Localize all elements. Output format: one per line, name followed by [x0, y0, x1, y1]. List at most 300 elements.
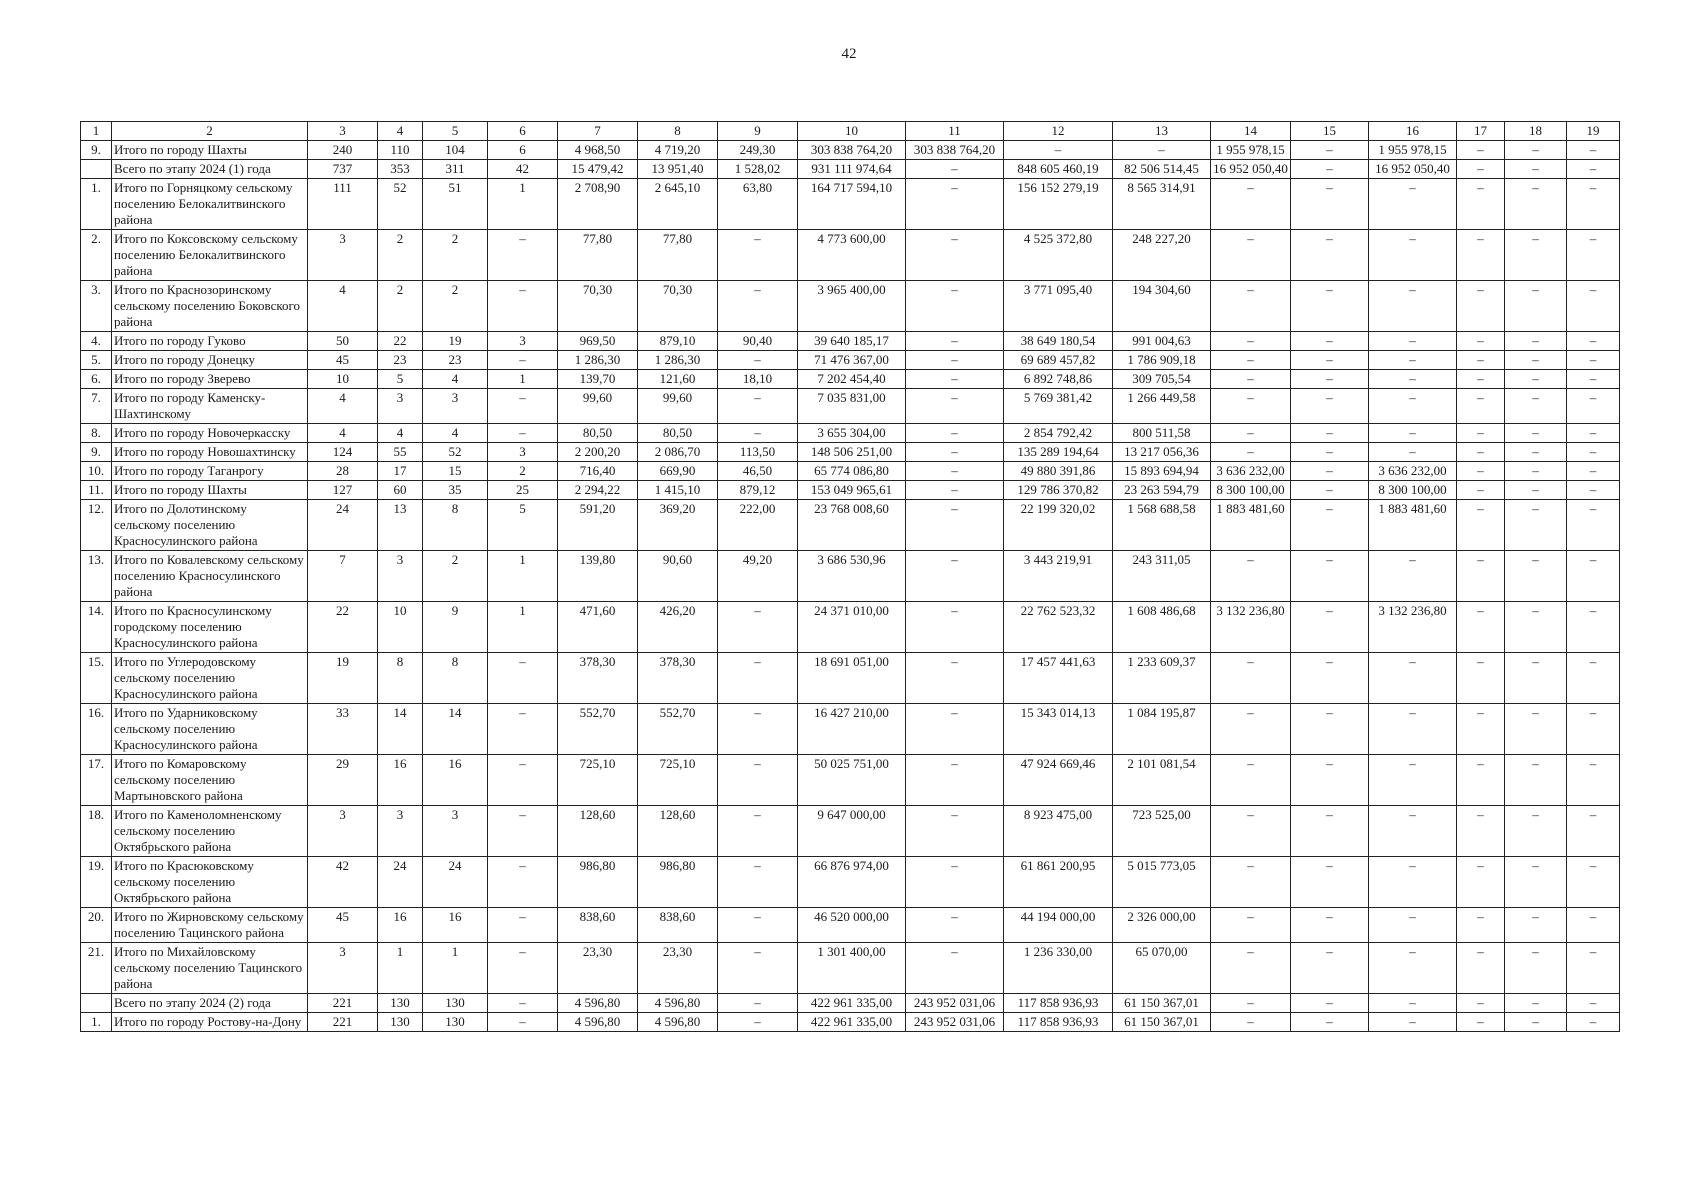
table-cell: 28 [308, 462, 378, 481]
table-cell: – [718, 908, 798, 943]
table-cell: 2 [378, 230, 423, 281]
table-cell: 309 705,54 [1113, 370, 1211, 389]
table-cell: – [1291, 551, 1369, 602]
table-cell: 129 786 370,82 [1004, 481, 1113, 500]
table-cell: – [1567, 500, 1620, 551]
table-cell: 426,20 [638, 602, 718, 653]
row-number-cell: 3. [81, 281, 112, 332]
table-cell: – [1567, 462, 1620, 481]
table-cell: – [488, 704, 558, 755]
table-cell: 15 343 014,13 [1004, 704, 1113, 755]
row-name-cell: Итого по городу Зверево [112, 370, 308, 389]
table-cell: – [1369, 370, 1457, 389]
table-cell: 24 [378, 857, 423, 908]
row-number-cell: 20. [81, 908, 112, 943]
table-cell: 931 111 974,64 [798, 160, 906, 179]
table-row [81, 424, 1620, 443]
table-cell: 3 636 232,00 [1369, 462, 1457, 481]
table-cell: – [1291, 424, 1369, 443]
table-cell: 4 525 372,80 [1004, 230, 1113, 281]
table-cell: – [906, 806, 1004, 857]
row-number-cell: 7. [81, 389, 112, 424]
table-cell: – [1211, 994, 1291, 1013]
table-cell: 3 [308, 230, 378, 281]
table-cell: – [1567, 481, 1620, 500]
table-cell: 1 786 909,18 [1113, 351, 1211, 370]
table-cell: – [906, 602, 1004, 653]
table-row [81, 806, 1620, 857]
table-cell: – [906, 332, 1004, 351]
table-cell: 221 [308, 994, 378, 1013]
table-cell: – [718, 994, 798, 1013]
table-cell: – [1505, 332, 1567, 351]
table-cell: 4 [308, 389, 378, 424]
table-cell: 80,50 [638, 424, 718, 443]
table-cell: – [1567, 755, 1620, 806]
row-name-cell: Итого по городу Донецку [112, 351, 308, 370]
table-cell: – [1457, 994, 1505, 1013]
table-cell: 4 596,80 [638, 1013, 718, 1032]
table-cell: 1 [488, 179, 558, 230]
row-name-cell: Итого по городу Ростову-на-Дону [112, 1013, 308, 1032]
table-cell: – [906, 551, 1004, 602]
table-cell: 10 [308, 370, 378, 389]
table-cell: – [1113, 141, 1211, 160]
table-cell: – [1457, 424, 1505, 443]
table-cell: 3 686 530,96 [798, 551, 906, 602]
table-cell: – [906, 500, 1004, 551]
table-cell: – [488, 994, 558, 1013]
table-cell: – [718, 943, 798, 994]
table-row [81, 943, 1620, 994]
table-cell: 8 565 314,91 [1113, 179, 1211, 230]
column-header: 8 [638, 122, 718, 141]
table-cell: 42 [488, 160, 558, 179]
table-cell: 9 [423, 602, 488, 653]
column-header: 16 [1369, 122, 1457, 141]
table-cell: 4 596,80 [638, 994, 718, 1013]
table-cell: 1 301 400,00 [798, 943, 906, 994]
table-cell: – [906, 755, 1004, 806]
table-cell: – [1505, 653, 1567, 704]
table-cell: – [1211, 806, 1291, 857]
table-cell: 70,30 [638, 281, 718, 332]
row-number-cell: 17. [81, 755, 112, 806]
table-cell: – [718, 351, 798, 370]
table-cell: 14 [378, 704, 423, 755]
table-cell: 243 952 031,06 [906, 1013, 1004, 1032]
table-cell: 65 070,00 [1113, 943, 1211, 994]
table-row [81, 994, 1620, 1013]
table-row [81, 230, 1620, 281]
table-cell: – [1211, 332, 1291, 351]
table-cell: – [1505, 806, 1567, 857]
table-cell: 22 [308, 602, 378, 653]
table-cell: 5 015 773,05 [1113, 857, 1211, 908]
table-cell: 24 [308, 500, 378, 551]
table-cell: 303 838 764,20 [906, 141, 1004, 160]
table-cell: 127 [308, 481, 378, 500]
table-cell: – [1369, 755, 1457, 806]
table-cell: – [718, 230, 798, 281]
table-cell: 2 [423, 551, 488, 602]
table-cell: 113,50 [718, 443, 798, 462]
table-row [81, 857, 1620, 908]
table-cell: 70,30 [558, 281, 638, 332]
table-cell: 4 596,80 [558, 994, 638, 1013]
table-cell: – [1505, 551, 1567, 602]
table-cell: – [906, 389, 1004, 424]
page-number: 42 [841, 46, 857, 62]
table-cell: 51 [423, 179, 488, 230]
table-row [81, 602, 1620, 653]
table-cell: – [718, 602, 798, 653]
table-cell: 8 [378, 653, 423, 704]
column-header: 3 [308, 122, 378, 141]
table-cell: – [1211, 424, 1291, 443]
table-cell: 1 955 978,15 [1369, 141, 1457, 160]
table-cell: 128,60 [558, 806, 638, 857]
table-cell: 130 [423, 1013, 488, 1032]
table-cell: 5 769 381,42 [1004, 389, 1113, 424]
table-cell: 1 [423, 943, 488, 994]
table-row [81, 370, 1620, 389]
table-cell: 13 [378, 500, 423, 551]
table-cell: – [1211, 281, 1291, 332]
table-cell: 3 636 232,00 [1211, 462, 1291, 481]
table-cell: – [1457, 1013, 1505, 1032]
table-cell: 3 [378, 551, 423, 602]
table-cell: 4 [308, 281, 378, 332]
table-cell: 1 233 609,37 [1113, 653, 1211, 704]
table-cell: 838,60 [638, 908, 718, 943]
table-cell: – [1369, 943, 1457, 994]
table-cell: – [906, 370, 1004, 389]
table-cell: 90,60 [638, 551, 718, 602]
table-cell: – [1291, 704, 1369, 755]
table-cell: – [1457, 351, 1505, 370]
table-cell: – [1457, 141, 1505, 160]
table-cell: – [1505, 370, 1567, 389]
table-cell: 1 [488, 602, 558, 653]
table-cell: 4 968,50 [558, 141, 638, 160]
table-cell: 879,12 [718, 481, 798, 500]
table-cell: 4 773 600,00 [798, 230, 906, 281]
row-name-cell: Итого по Каменоломненскому сельскому поселению Октябрьского района [112, 806, 308, 857]
table-cell: – [1505, 424, 1567, 443]
row-name-cell: Итого по Жирновскому сельскому поселению Тацинского района [112, 908, 308, 943]
table-cell: 2 [423, 230, 488, 281]
table-cell: – [1457, 908, 1505, 943]
table-cell: – [488, 1013, 558, 1032]
table-cell: – [1457, 653, 1505, 704]
table-cell: 1 236 330,00 [1004, 943, 1113, 994]
table-cell: 50 025 751,00 [798, 755, 906, 806]
data-table-container [80, 121, 1619, 1032]
table-cell: – [1211, 370, 1291, 389]
table-cell: – [1567, 994, 1620, 1013]
table-cell: 353 [378, 160, 423, 179]
table-cell: – [1567, 857, 1620, 908]
table-cell: 65 774 086,80 [798, 462, 906, 481]
table-cell: – [1291, 332, 1369, 351]
table-cell: – [1211, 704, 1291, 755]
table-cell: 2 101 081,54 [1113, 755, 1211, 806]
table-cell: 3 [378, 806, 423, 857]
table-cell: 47 924 669,46 [1004, 755, 1113, 806]
table-cell: – [1567, 160, 1620, 179]
table-cell: 4 [423, 424, 488, 443]
table-cell: – [718, 653, 798, 704]
table-cell: 4 [423, 370, 488, 389]
table-cell: 7 202 454,40 [798, 370, 906, 389]
table-cell: – [1567, 443, 1620, 462]
row-name-cell: Всего по этапу 2024 (2) года [112, 994, 308, 1013]
table-cell: 23 263 594,79 [1113, 481, 1211, 500]
table-cell: 39 640 185,17 [798, 332, 906, 351]
table-cell: 23,30 [638, 943, 718, 994]
table-cell: 723 525,00 [1113, 806, 1211, 857]
column-header: 11 [906, 122, 1004, 141]
row-name-cell: Итого по городу Гуково [112, 332, 308, 351]
table-cell: 2 708,90 [558, 179, 638, 230]
table-cell: 8 [423, 653, 488, 704]
table-cell: 986,80 [638, 857, 718, 908]
column-header: 18 [1505, 122, 1567, 141]
table-cell: 13 217 056,36 [1113, 443, 1211, 462]
table-cell: – [488, 351, 558, 370]
row-number-cell [81, 160, 112, 179]
table-cell: 49 880 391,86 [1004, 462, 1113, 481]
table-cell: – [1369, 281, 1457, 332]
table-cell: – [1567, 704, 1620, 755]
row-name-cell: Итого по Долотинскому сельскому поселению Красносулинского района [112, 500, 308, 551]
table-cell: – [1457, 332, 1505, 351]
table-cell: – [1211, 1013, 1291, 1032]
table-cell: – [718, 281, 798, 332]
table-cell: 29 [308, 755, 378, 806]
table-cell: 5 [488, 500, 558, 551]
row-name-cell: Итого по Горняцкому сельскому поселению Белокалитвинского района [112, 179, 308, 230]
table-cell: 139,70 [558, 370, 638, 389]
table-cell: 221 [308, 1013, 378, 1032]
table-cell: – [1457, 230, 1505, 281]
table-cell: – [906, 462, 1004, 481]
table-cell: 2 [378, 281, 423, 332]
row-number-cell: 16. [81, 704, 112, 755]
table-cell: 22 [378, 332, 423, 351]
table-cell: 3 [308, 806, 378, 857]
table-cell: 552,70 [558, 704, 638, 755]
table-cell: – [1291, 160, 1369, 179]
row-name-cell: Итого по городу Шахты [112, 481, 308, 500]
table-cell: – [718, 857, 798, 908]
table-cell: – [1505, 179, 1567, 230]
table-cell: – [1505, 141, 1567, 160]
table-cell: – [1567, 370, 1620, 389]
row-number-cell: 9. [81, 141, 112, 160]
table-cell: 17 457 441,63 [1004, 653, 1113, 704]
table-cell: 969,50 [558, 332, 638, 351]
table-cell: – [1291, 500, 1369, 551]
table-cell: 117 858 936,93 [1004, 1013, 1113, 1032]
table-cell: 378,30 [558, 653, 638, 704]
table-cell: – [1505, 755, 1567, 806]
table-cell: – [488, 424, 558, 443]
table-cell: – [1505, 351, 1567, 370]
table-cell: 6 [488, 141, 558, 160]
table-cell: – [906, 160, 1004, 179]
table-row [81, 332, 1620, 351]
column-header: 5 [423, 122, 488, 141]
table-cell: 45 [308, 908, 378, 943]
table-cell: 16 [378, 908, 423, 943]
table-cell: 8 [423, 500, 488, 551]
table-cell: 1 608 486,68 [1113, 602, 1211, 653]
row-name-cell: Итого по Ударниковскому сельскому поселению Красносулинского района [112, 704, 308, 755]
table-cell: – [906, 653, 1004, 704]
table-cell: 240 [308, 141, 378, 160]
table-cell: 2 645,10 [638, 179, 718, 230]
table-cell: – [488, 230, 558, 281]
data-table [80, 121, 1620, 1032]
table-cell: 838,60 [558, 908, 638, 943]
table-cell: 15 893 694,94 [1113, 462, 1211, 481]
table-cell: 7 [308, 551, 378, 602]
column-header: 4 [378, 122, 423, 141]
table-row [81, 704, 1620, 755]
row-number-cell: 10. [81, 462, 112, 481]
table-cell: – [1505, 462, 1567, 481]
table-cell: 9 647 000,00 [798, 806, 906, 857]
table-cell: – [1457, 160, 1505, 179]
table-row [81, 500, 1620, 551]
table-cell: 121,60 [638, 370, 718, 389]
table-cell: – [488, 857, 558, 908]
table-cell: – [1291, 179, 1369, 230]
table-cell: 71 476 367,00 [798, 351, 906, 370]
table-cell: 61 150 367,01 [1113, 1013, 1211, 1032]
table-cell: – [1457, 389, 1505, 424]
table-cell: – [1291, 994, 1369, 1013]
table-cell: 991 004,63 [1113, 332, 1211, 351]
table-cell: 1 883 481,60 [1369, 500, 1457, 551]
table-cell: 3 771 095,40 [1004, 281, 1113, 332]
table-cell: 3 [308, 943, 378, 994]
table-cell: 2 086,70 [638, 443, 718, 462]
row-name-cell: Всего по этапу 2024 (1) года [112, 160, 308, 179]
column-header: 15 [1291, 122, 1369, 141]
table-cell: 164 717 594,10 [798, 179, 906, 230]
table-cell: 1 266 449,58 [1113, 389, 1211, 424]
table-cell: 471,60 [558, 602, 638, 653]
table-cell: 135 289 194,64 [1004, 443, 1113, 462]
table-cell: 2 326 000,00 [1113, 908, 1211, 943]
table-cell: – [1505, 500, 1567, 551]
table-cell: 8 923 475,00 [1004, 806, 1113, 857]
table-cell: – [906, 230, 1004, 281]
row-number-cell: 19. [81, 857, 112, 908]
table-cell: – [906, 857, 1004, 908]
row-name-cell: Итого по Красюковскому сельскому поселению Октябрьского района [112, 857, 308, 908]
table-cell: 99,60 [638, 389, 718, 424]
column-header: 1 [81, 122, 112, 141]
row-number-cell: 5. [81, 351, 112, 370]
table-cell: 45 [308, 351, 378, 370]
table-cell: 60 [378, 481, 423, 500]
row-number-cell: 18. [81, 806, 112, 857]
table-cell: 7 035 831,00 [798, 389, 906, 424]
table-cell: 23 [378, 351, 423, 370]
table-cell: 13 951,40 [638, 160, 718, 179]
table-cell: 22 199 320,02 [1004, 500, 1113, 551]
table-cell: 16 [423, 755, 488, 806]
table-cell: 15 [423, 462, 488, 481]
table-cell: 4 596,80 [558, 1013, 638, 1032]
table-cell: – [1291, 443, 1369, 462]
table-cell: 52 [423, 443, 488, 462]
table-cell: – [1211, 179, 1291, 230]
row-number-cell: 4. [81, 332, 112, 351]
table-cell: 4 [308, 424, 378, 443]
row-name-cell: Итого по городу Шахты [112, 141, 308, 160]
table-cell: 848 605 460,19 [1004, 160, 1113, 179]
table-cell: – [1505, 443, 1567, 462]
table-cell: 104 [423, 141, 488, 160]
row-number-cell: 21. [81, 943, 112, 994]
table-cell: – [1291, 281, 1369, 332]
table-cell: – [1291, 351, 1369, 370]
table-cell: 18,10 [718, 370, 798, 389]
table-cell: – [906, 943, 1004, 994]
table-cell: 153 049 965,61 [798, 481, 906, 500]
table-cell: 800 511,58 [1113, 424, 1211, 443]
table-cell: 249,30 [718, 141, 798, 160]
row-number-cell: 1. [81, 179, 112, 230]
table-cell: – [1291, 370, 1369, 389]
table-cell: – [1369, 332, 1457, 351]
column-header: 14 [1211, 122, 1291, 141]
row-name-cell: Итого по Ковалевскому сельскому поселению Красносулинского района [112, 551, 308, 602]
table-cell: – [1505, 281, 1567, 332]
table-cell: – [1567, 389, 1620, 424]
table-cell: – [1211, 857, 1291, 908]
table-cell: – [1291, 602, 1369, 653]
table-cell: 148 506 251,00 [798, 443, 906, 462]
table-cell: 55 [378, 443, 423, 462]
table-cell: – [1505, 943, 1567, 994]
table-cell: – [1291, 230, 1369, 281]
table-cell: 10 [378, 602, 423, 653]
table-cell: 3 965 400,00 [798, 281, 906, 332]
table-cell: – [1505, 481, 1567, 500]
table-cell: – [718, 806, 798, 857]
table-cell: 986,80 [558, 857, 638, 908]
table-cell: 66 876 974,00 [798, 857, 906, 908]
table-cell: 8 300 100,00 [1211, 481, 1291, 500]
table-cell: 16 952 050,40 [1211, 160, 1291, 179]
table-cell: 8 300 100,00 [1369, 481, 1457, 500]
table-cell: 99,60 [558, 389, 638, 424]
table-cell: – [906, 351, 1004, 370]
table-cell: 63,80 [718, 179, 798, 230]
table-cell: – [1211, 230, 1291, 281]
row-number-cell: 15. [81, 653, 112, 704]
table-cell: – [1291, 857, 1369, 908]
table-cell: 19 [423, 332, 488, 351]
column-header: 7 [558, 122, 638, 141]
table-cell: – [1457, 943, 1505, 994]
